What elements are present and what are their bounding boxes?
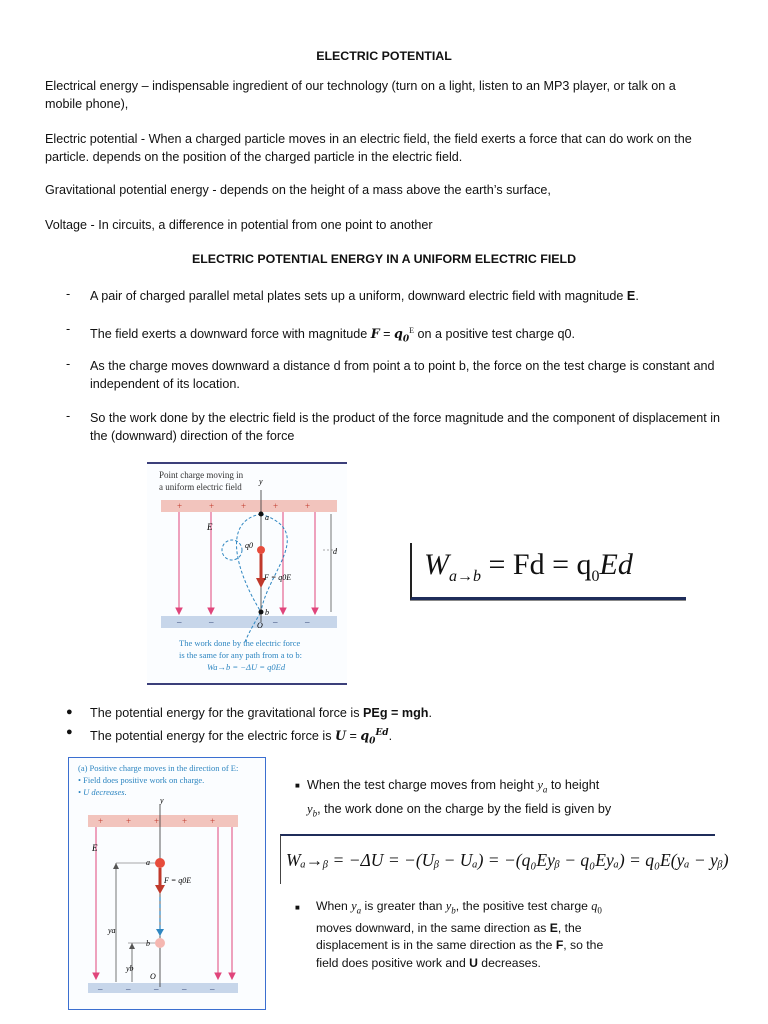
fig1-label-q0: q0	[245, 541, 253, 550]
fig2-plus: +	[210, 816, 216, 826]
intro-paragraph-energy: Electrical energy – indispensable ingredient of our technology (turn on a light, listen to an MP3 player, or talk on a mobile phone),	[45, 79, 676, 111]
dash-marker: -	[66, 287, 71, 301]
section-heading: ELECTRIC POTENTIAL ENERGY IN A UNIFORM ELECTRIC FIELD	[191, 252, 577, 266]
fig1-minus: –	[273, 617, 278, 627]
round-bullet: ●	[66, 726, 73, 738]
fig2-caption-2: • Field does positive work on charge.	[78, 775, 205, 785]
bullet-force: The field exerts a downward force with magnitude $F = q_0^E$ on a positive test charge q0.	[90, 326, 576, 345]
fig2-minus: –	[126, 984, 131, 994]
square-bullet: ■	[295, 903, 300, 912]
square-bullet: ■	[295, 781, 300, 790]
fig1-label-E: E	[207, 522, 213, 532]
bullet-gravity-pe: The potential energy for the gravitational force is PEg = mgh.	[90, 706, 432, 720]
fig1-label-b: b	[265, 608, 269, 617]
figure-positive-charge	[68, 757, 266, 1010]
intro-paragraph-potential: Electric potential - When a charged particle moves in an electric field, the field exerts a force that can do work on the particle. depends on the position of the charged particle in the electric field.	[45, 132, 692, 164]
fig1-label-d: d	[333, 547, 337, 556]
intro-paragraph-gravity: Gravitational potential energy - depends on the height of a mass above the earth’s surface,	[45, 183, 551, 197]
fig1-minus: –	[209, 617, 214, 627]
fig1-caption-bottom-3: Wa→b = −ΔU = q0Ed	[207, 662, 286, 672]
fig2-caption-3: • U decreases.	[78, 787, 127, 797]
dash-marker: -	[66, 357, 71, 371]
page-title: ELECTRIC POTENTIAL	[316, 49, 452, 63]
figure-uniform-field	[147, 462, 347, 685]
fig2-label-ya: ya	[108, 926, 116, 935]
bullet-work: So the work done by the electric field is the product of the force magnitude and the component of displacement in the (downward) direction of the force	[90, 411, 721, 443]
fig2-label-b: b	[146, 939, 150, 948]
fig2-axis-y: y	[160, 796, 164, 805]
bullet-positive-work: When $y_a$ is greater than $y_b$, the positive test charge $q_0$ moves downward, in the same direction as E, the displacement is in the same direction as the F, so the field does positive work and U decreases.	[316, 899, 604, 970]
fig1-caption-bottom-2: is the same for any path from a to b:	[179, 650, 302, 660]
round-bullet: ●	[66, 706, 73, 718]
fig2-plus: +	[126, 816, 132, 826]
fig1-axis-y: y	[259, 477, 263, 486]
fig1-caption-top-1: Point charge moving in	[159, 470, 244, 480]
fig1-plus: +	[209, 501, 215, 511]
dash-marker: -	[66, 322, 71, 336]
fig2-label-a: a	[146, 858, 150, 867]
fig1-plus: +	[241, 501, 247, 511]
fig2-label-E: E	[92, 843, 98, 853]
fig2-minus: –	[210, 984, 215, 994]
dash-marker: -	[66, 409, 71, 423]
fig1-caption-top-2: a uniform electric field	[159, 482, 242, 492]
bullet-height-work: When the test charge moves from height $y_a$ to height $y_b$, the work done on the charge by the field is given by	[307, 778, 612, 819]
fig1-plus: +	[305, 501, 311, 511]
fig1-minus: –	[177, 617, 182, 627]
fig2-minus: –	[154, 984, 159, 994]
fig1-label-a: a	[265, 513, 269, 522]
fig2-minus: –	[98, 984, 103, 994]
fig2-plus: +	[98, 816, 104, 826]
fig2-label-O: O	[150, 972, 156, 981]
fig2-plus: +	[182, 816, 188, 826]
bullet-electric-pe: The potential energy for the electric force is $U = q_0^{Ed}$.	[90, 728, 393, 747]
fig2-label-yb: yb	[126, 964, 134, 973]
delta-u-formula: Wₐ→ᵦ = −ΔU = −(Uᵦ − Uₐ) = −(q₀Eyᵦ − q₀Eyₐ) = q₀E(yₐ − yᵦ)	[286, 850, 729, 870]
intro-paragraph-voltage: Voltage - In circuits, a difference in potential from one point to another	[45, 218, 433, 232]
fig2-plus: +	[154, 816, 160, 826]
fig1-plus: +	[273, 501, 279, 511]
fig2-caption-1: (a) Positive charge moves in the direction of E:	[78, 763, 239, 773]
bullet-uniform-field: A pair of charged parallel metal plates sets up a uniform, downward electric field with magnitude E.	[90, 289, 639, 303]
bullet-distance: As the charge moves downward a distance d from point a to point b, the force on the test charge is constant and independent of its location.	[90, 359, 715, 391]
fig2-minus: –	[182, 984, 187, 994]
fig1-caption-bottom-1: The work done by the electric force	[179, 638, 301, 648]
fig1-minus: –	[305, 617, 310, 627]
fig2-label-F: F = q0E	[164, 876, 192, 885]
fig1-label-F: F = q0E	[264, 573, 292, 582]
fig1-label-O: O	[257, 621, 263, 630]
work-formula: $W_{a\to b} = Fd = q_0Ed$	[424, 548, 633, 585]
fig1-plus: +	[177, 501, 183, 511]
